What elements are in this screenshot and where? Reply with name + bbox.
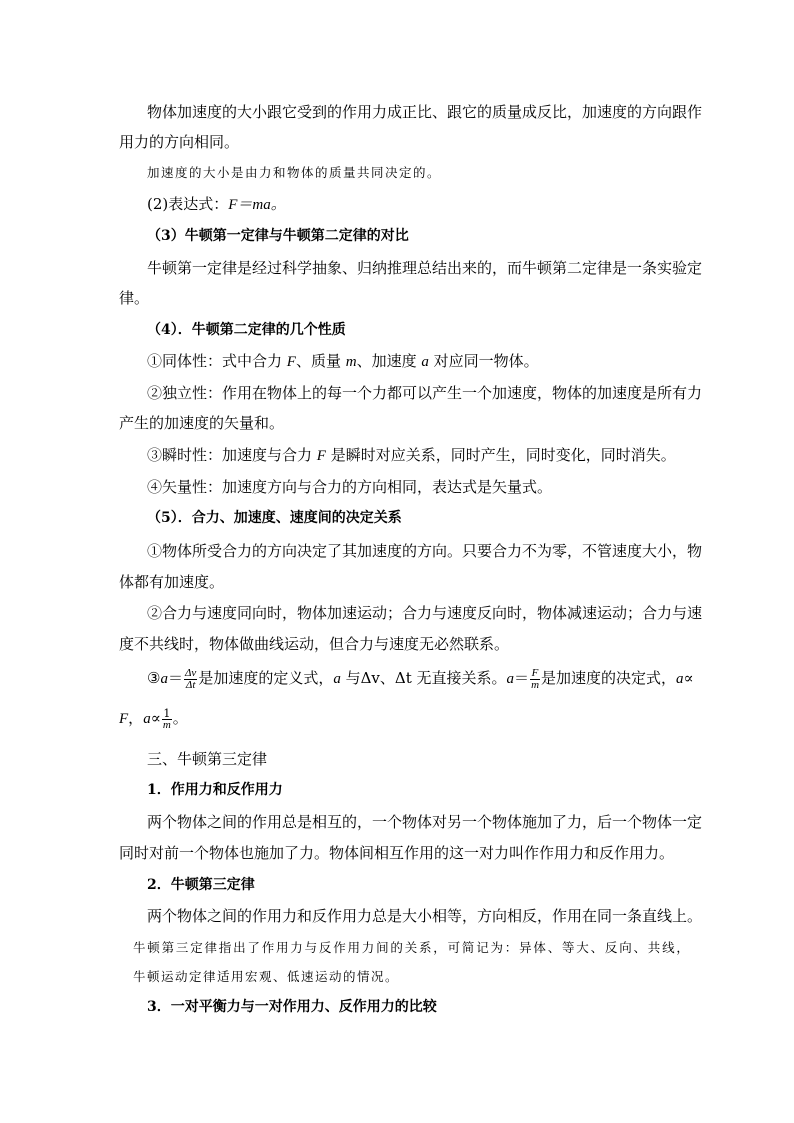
formula-relation-line [147,664,694,693]
note-line: 加速度的大小是由力和物体的质量共同决定的。 [147,165,442,180]
variable-a: a [676,671,684,687]
paragraph-line: 用力的方向相同。 [119,133,240,151]
note-line: 牛顿第三定律指出了作用力与反作用力间的关系，可简记为：异体、等大、反向、共线， [133,940,691,955]
paragraph-line: 两个物体之间的作用总是相互的，一个物体对另一个物体施加了力，后一个物体一定 [147,813,703,831]
subsection-heading: 3．一对平衡力与一对作用力、反作用力的比较 [147,999,437,1015]
variable-m: m [345,354,357,370]
text-segment: 是加速度的决定式， [541,669,677,687]
fraction-denominator: m [162,718,171,731]
variable-a: a [333,671,341,687]
item-marker: ③ [147,669,161,687]
subsection-heading: 2．牛顿第三定律 [147,877,255,893]
text-segment: 、加速度 [356,352,422,370]
variable-a: a [160,671,168,687]
property-line: 产生的加速度的矢量和。 [119,414,285,432]
fraction-numerator: F [531,666,539,679]
text-segment: 是瞬时对应关系，同时产生，同时变化，同时消失。 [325,446,676,464]
note-line: 牛顿运动定律适用宏观、低速运动的情况。 [133,969,400,984]
paragraph-line: 牛顿第一定律是经过科学抽象、归纳推理总结出来的，而牛顿第二定律是一条实验定 [147,259,703,277]
formula-relation-line [119,704,188,733]
paragraph-line: ①物体所受合力的方向决定了其加速度的方向。只要合力不为零，不管速度大小，物 [147,542,703,560]
period: 。 [172,709,188,727]
formula-label: (2)表达式： [147,195,229,213]
variable-f: F [316,448,326,464]
paragraph-line: 度不共线时，物体做曲线运动，但合力与速度无必然联系。 [119,635,510,653]
fraction-numerator: 1 [163,706,171,720]
equals-sign: ＝ [167,669,183,687]
fraction-1-m [162,708,172,731]
section-heading: （3）牛顿第一定律与牛顿第二定律的对比 [147,228,409,244]
paragraph-line: 体都有加速度。 [119,573,225,591]
fraction-denominator: Δt [185,678,196,691]
property-line: ②独立性：作用在物体上的每一个力都可以产生一个加速度，物体的加速度是所有力 [147,384,703,402]
variable-a: a [143,711,151,727]
variable-f: F [119,711,129,727]
paragraph-line: 物体加速度的大小跟它受到的作用力成正比、跟它的质量成反比，加速度的方向跟作 [147,103,703,121]
variable-a: a [421,354,429,370]
property-line [147,351,539,372]
property-line [147,445,676,466]
formula-expression: F＝ma。 [228,197,286,213]
text-segment: 是加速度的定义式， [198,669,334,687]
separator: ， [128,709,144,727]
subsection-heading: 1．作用力和反作用力 [147,782,283,798]
fraction-numerator: Δv [184,666,197,679]
property-line: ④矢量性：加速度方向与合力的方向相同，表达式是矢量式。 [147,478,553,496]
fraction-f-m [530,668,540,691]
proportional-sign: ∝ [150,709,161,727]
formula-line [147,194,286,215]
text-segment: 对应同一物体。 [428,352,539,370]
text-segment: 与Δv、Δt 无直接关系。 [340,669,507,687]
paragraph-line: 律。 [119,289,150,307]
paragraph-line: ②合力与速度同向时，物体加速运动；合力与速度反向时，物体减速运动；合力与速 [147,604,703,622]
paragraph-line: 同时对前一个物体也施加了力。物体间相互作用的这一对力叫作作用力和反作用力。 [119,844,675,862]
section-heading: 三、牛顿第三定律 [147,750,268,768]
variable-a: a [506,671,515,687]
text-segment: 、质量 [295,352,346,370]
fraction-denominator: m [531,678,540,691]
section-heading: （5）．合力、加速度、速度间的决定关系 [147,510,402,526]
paragraph-line: 两个物体之间的作用力和反作用力总是大小相等，方向相反，作用在同一条直线上。 [147,907,703,925]
equals-sign: ＝ [514,669,530,687]
text-segment: ③瞬时性：加速度与合力 [147,446,317,464]
section-heading: （4）．牛顿第二定律的几个性质 [147,322,346,338]
text-segment: ①同体性：式中合力 [147,352,287,370]
variable-f: F [286,354,296,370]
fraction-dv-dt [184,668,197,691]
proportional-sign: ∝ [683,669,694,687]
